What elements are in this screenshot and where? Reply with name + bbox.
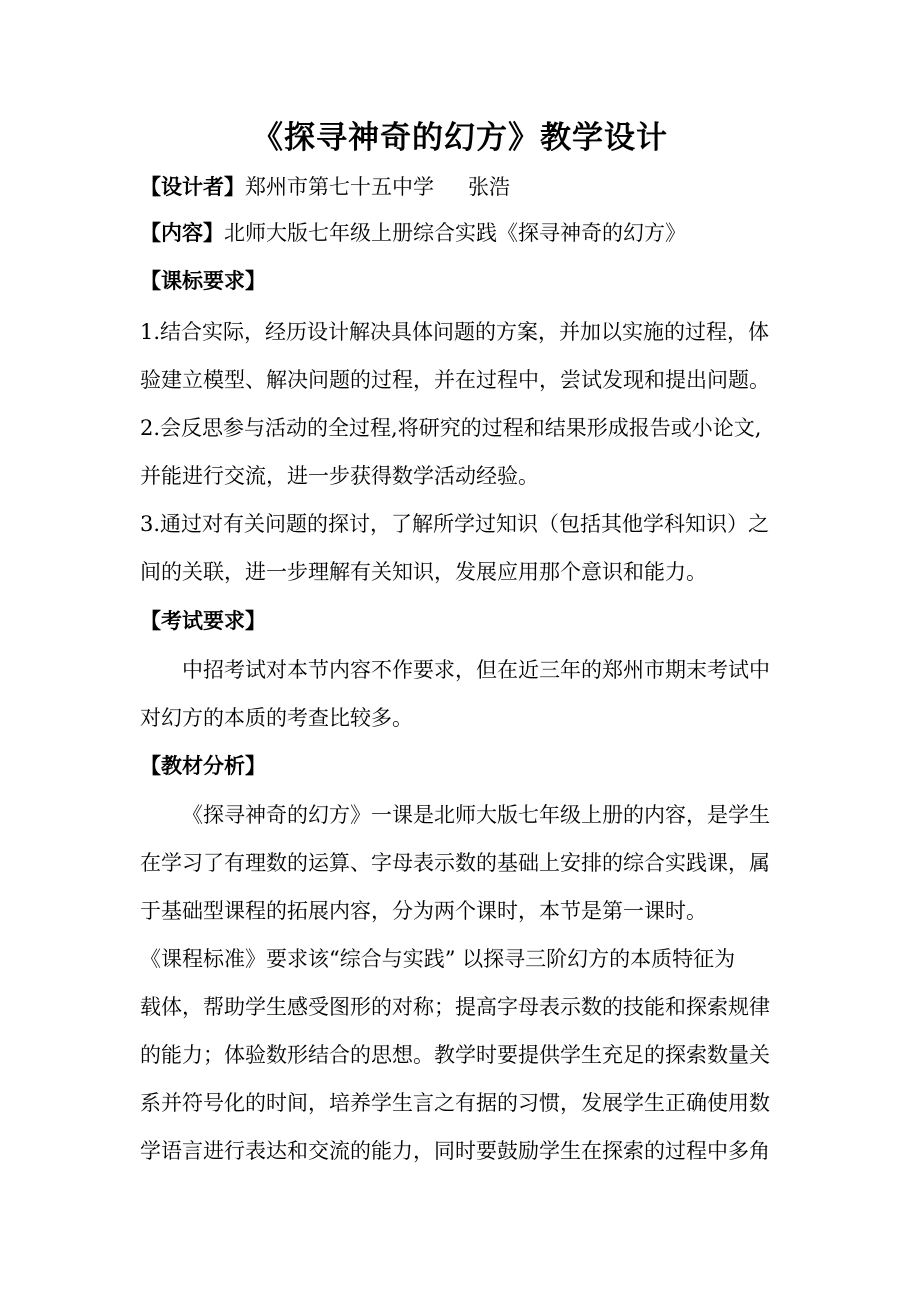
analysis-line-2: 在学习了有理数的运算、字母表示数的基础上安排的综合实践课，属 [140, 851, 770, 875]
document-title: 《探寻神奇的幻方》教学设计 [252, 120, 668, 156]
content-line [140, 218, 686, 248]
exam-heading: 【考试要求】 [140, 608, 266, 633]
content-text: 北师大版七年级上册综合实践《探寻神奇的幻方》 [224, 221, 686, 245]
analysis-line-5: 载体，帮助学生感受图形的对称；提高字母表示数的技能和探索规律 [140, 995, 770, 1019]
curriculum-heading: 【课标要求】 [140, 268, 266, 293]
curriculum-line-3: 2.会反思参与活动的全过程,将研究的过程和结果形成报告或小论文, [140, 416, 762, 440]
analysis-line-6: 的能力；体验数形结合的思想。教学时要提供学生充足的探索数量关 [140, 1043, 770, 1067]
analysis-line-7: 系并符号化的时间，培养学生言之有据的习惯，发展学生正确使用数 [140, 1091, 770, 1115]
designer-label: 【设计者】 [140, 174, 245, 199]
designer-name: 张浩 [468, 175, 510, 199]
content-label: 【内容】 [140, 220, 224, 245]
analysis-line-8: 学语言进行表达和交流的能力，同时要鼓励学生在探索的过程中多角 [140, 1139, 770, 1163]
curriculum-line-1: 1.结合实际，经历设计解决具体问题的方案，并加以实施的过程，体 [140, 320, 770, 344]
exam-line-2: 对幻方的本质的考查比较多。 [140, 706, 413, 730]
analysis-line-3: 于基础型课程的拓展内容，分为两个课时，本节是第一课时。 [140, 899, 707, 923]
curriculum-line-6: 间的关联，进一步理解有关知识，发展应用那个意识和能力。 [140, 560, 707, 584]
analysis-heading: 【教材分析】 [140, 753, 266, 778]
designer-line [140, 172, 510, 202]
curriculum-line-2: 验建立模型、解决问题的过程，并在过程中，尝试发现和提出问题。 [140, 368, 770, 392]
curriculum-line-4: 并能进行交流，进一步获得数学活动经验。 [140, 464, 539, 488]
analysis-line-1: 《探寻神奇的幻方》一课是北师大版七年级上册的内容，是学生 [182, 803, 770, 827]
curriculum-line-5: 3.通过对有关问题的探讨，了解所学过知识（包括其他学科知识）之 [140, 512, 770, 536]
exam-line-1: 中招考试对本节内容不作要求，但在近三年的郑州市期末考试中 [182, 658, 770, 682]
analysis-line-4: 《课程标准》要求该“综合与实践” 以探寻三阶幻方的本质特征为 [140, 947, 736, 971]
designer-school: 郑州市第七十五中学 [245, 175, 434, 199]
